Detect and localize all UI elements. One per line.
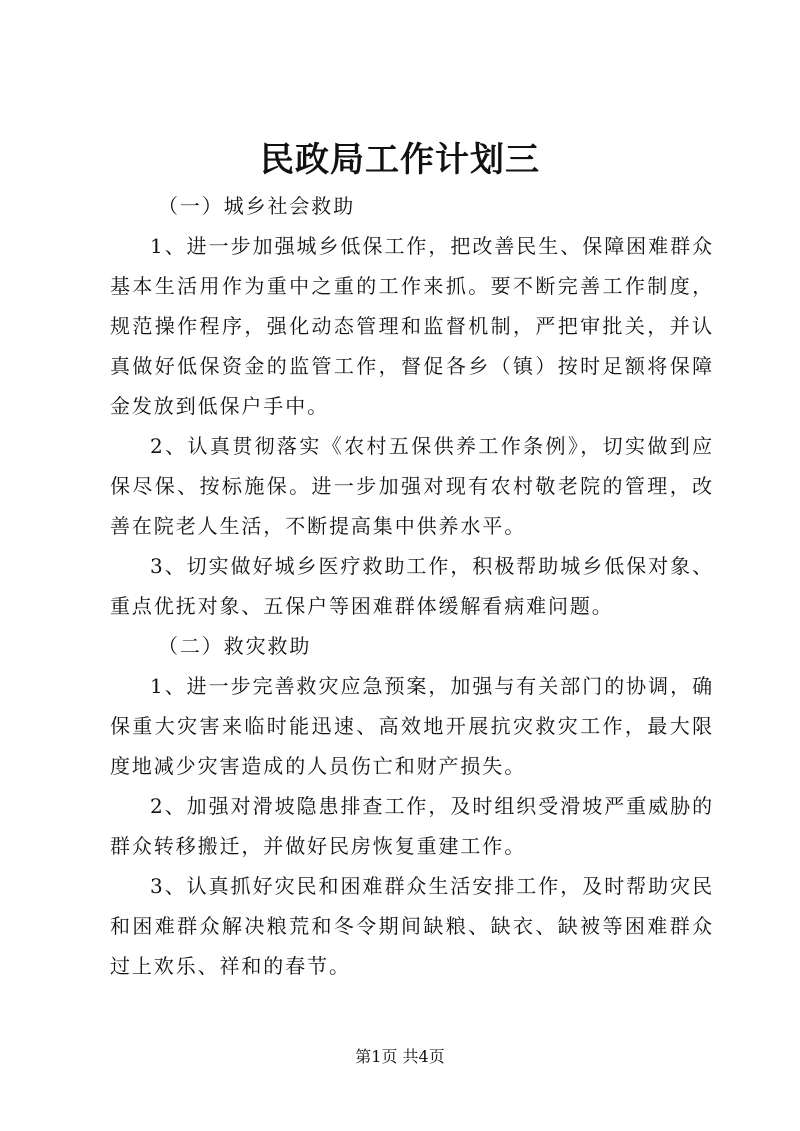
- document-title: 民政局工作计划三: [260, 140, 540, 180]
- section-heading-1: （一）城乡社会救助: [158, 194, 356, 218]
- paragraph: 3、切实做好城乡医疗救助工作，积极帮助城乡低保对象、重点优抚对象、五保户等困难群体缓解看病难问题。: [110, 554, 714, 618]
- document-body: [110, 186, 714, 986]
- paragraph: 2、加强对滑坡隐患排查工作，及时组织受滑坡严重威胁的群众转移搬迁，并做好民房恢复重建工作。: [110, 794, 714, 858]
- paragraph: 1、进一步加强城乡低保工作，把改善民生、保障困难群众基本生活用作为重中之重的工作来抓。要不断完善工作制度，规范操作程序，强化动态管理和监督机制，严把审批关，并认真做好低保资金的监管工作，督促各乡（镇）按时足额将保障金发放到低保户手中。: [110, 234, 714, 418]
- paragraph: 3、认真抓好灾民和困难群众生活安排工作，及时帮助灾民和困难群众解决粮荒和冬令期间缺粮、缺衣、缺被等困难群众过上欢乐、祥和的春节。: [110, 874, 714, 978]
- section-heading-2: （二）救灾救助: [158, 634, 312, 658]
- paragraph: 2、认真贯彻落实《农村五保供养工作条例》，切实做到应保尽保、按标施保。进一步加强对现有农村敬老院的管理，改善在院老人生活，不断提高集中供养水平。: [110, 434, 714, 538]
- paragraph: 1、进一步完善救灾应急预案，加强与有关部门的协调，确保重大灾害来临时能迅速、高效地开展抗灾救灾工作，最大限度地减少灾害造成的人员伤亡和财产损失。: [110, 674, 714, 778]
- page-footer: 第1页 共4页: [355, 1047, 445, 1066]
